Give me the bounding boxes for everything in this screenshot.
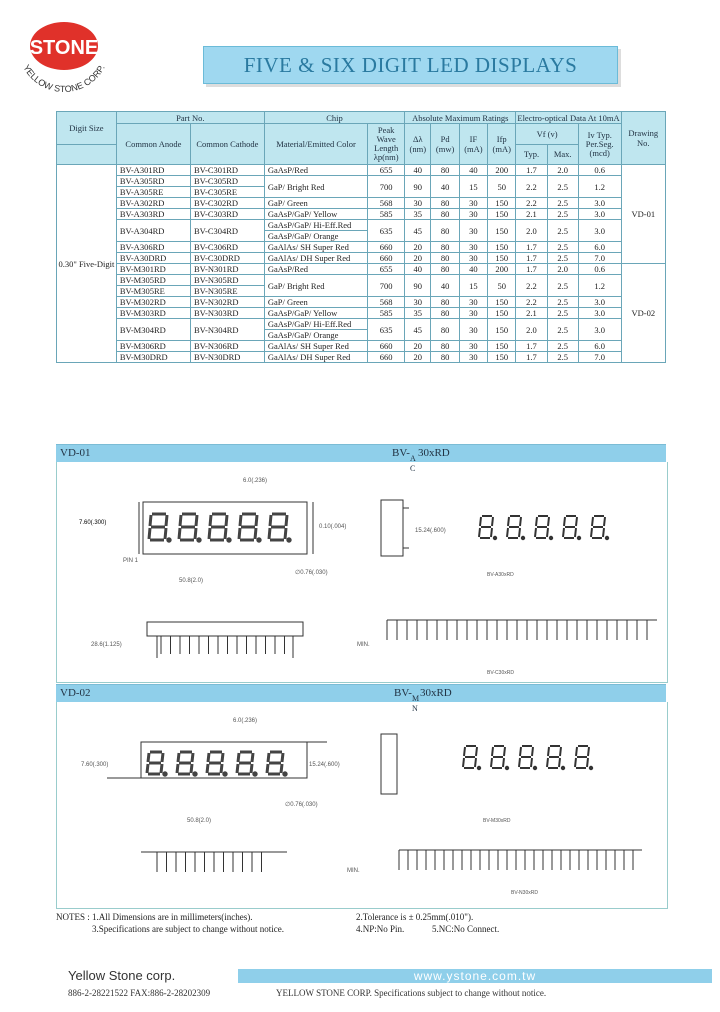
table-cell: 45 (405, 319, 431, 341)
table-cell: 568 (368, 297, 405, 308)
table-cell: BV-M30DRD (116, 352, 190, 363)
table-cell: VD-01 (621, 165, 665, 264)
table-row (57, 297, 666, 308)
segment-digit (479, 516, 493, 538)
table-cell: GaAsP/GaP/ Yellow (264, 308, 367, 319)
table-cell: 15 (459, 176, 487, 198)
table-cell: 40 (405, 165, 431, 176)
vd01-bottom-dim: 28.6(1.125) (91, 642, 122, 648)
header-iv: Iv Typ. Per.Seg. (mcd) (578, 124, 621, 165)
table-cell: 3.0 (578, 198, 621, 209)
header-typ: Typ. (516, 144, 547, 165)
header-part-no: Part No. (116, 112, 264, 124)
table-cell: 7.0 (578, 352, 621, 363)
table-cell: 2.5 (547, 341, 578, 352)
table-cell: 2.2 (516, 198, 547, 209)
table-cell: 80 (431, 242, 459, 253)
decimal-point (224, 773, 226, 775)
segment-digit (237, 752, 253, 774)
table-cell: 635 (368, 220, 405, 242)
segment-digit (563, 516, 577, 538)
footer-contact: 886-2-28221522 FAX:886-2-28202309 (68, 988, 211, 998)
vd01-label: VD-01 (60, 447, 91, 459)
vd01-part: BV- A C 30xRD (392, 447, 450, 473)
table-cell: 20 (405, 352, 431, 363)
decimal-point (606, 537, 608, 539)
vd01-min: MIN. (357, 642, 370, 648)
page-title: FIVE & SIX DIGIT LED DISPLAYS (243, 53, 578, 77)
vd01-side-dim: 15.24(.600) (415, 528, 446, 534)
table-cell: 150 (488, 253, 516, 264)
header-drawing: Drawing No. (621, 112, 665, 165)
table-cell: 200 (488, 165, 516, 176)
table-cell: BV-N30DRD (190, 352, 264, 363)
segment-digit (267, 752, 283, 774)
table-cell: BV-C303RD (190, 209, 264, 220)
table-cell: 660 (368, 341, 405, 352)
notes-prefix: NOTES : (56, 912, 90, 922)
table-cell: BV-C302RD (190, 198, 264, 209)
table-cell: 1.2 (578, 275, 621, 297)
table-cell: 2.0 (547, 264, 578, 275)
header-abs-max: Absolute Maximum Ratings (405, 112, 516, 124)
segment-digit (547, 746, 561, 768)
table-cell: 30 (459, 319, 487, 341)
vd02-dim-height: 7.60(.300) (81, 762, 109, 768)
table-cell: 585 (368, 308, 405, 319)
vd01-dim-seg: 0.10(.004) (319, 524, 347, 530)
header-max: Max. (547, 144, 578, 165)
vd01-schematic-digits (479, 516, 608, 539)
decimal-point (168, 539, 170, 541)
table-cell: VD-02 (621, 264, 665, 363)
table-row (57, 275, 666, 286)
table-cell: BV-N306RD (190, 341, 264, 352)
note-4: 4.NP:No Pin. (356, 924, 405, 934)
table-row (57, 264, 666, 275)
table-cell: 80 (431, 352, 459, 363)
table-cell: 1.7 (516, 253, 547, 264)
footer-url[interactable]: www.ystone.com.tw (413, 969, 537, 983)
table-cell: 655 (368, 165, 405, 176)
vd01-dp-dim: ∅0.76(.030) (295, 570, 328, 576)
header-vf: Vf (v) (516, 124, 578, 145)
table-cell: 3.0 (578, 319, 621, 341)
vd02-front-digits (147, 752, 286, 775)
table-cell: 80 (431, 308, 459, 319)
table-cell: 80 (431, 253, 459, 264)
segment-digit (269, 514, 287, 540)
vd01-pins (161, 636, 285, 654)
note-2: 2.Tolerance is ± 0.25mm(.010"). (356, 912, 474, 922)
table-cell: BV-A305RD (116, 176, 190, 187)
header-material: Material/Emitted Color (264, 124, 367, 165)
table-cell: 6.0 (578, 341, 621, 352)
segment-digit (491, 746, 505, 768)
table-cell: BV-M304RD (116, 319, 190, 341)
logo-brand: STONE (29, 37, 99, 59)
table-cell: GaP/ Green (264, 297, 367, 308)
table-cell: 150 (488, 242, 516, 253)
table-cell: 90 (405, 176, 431, 198)
table-cell: 2.1 (516, 209, 547, 220)
table-cell: BV-M305RD (116, 275, 190, 286)
table-row (57, 220, 666, 242)
segment-digit (209, 514, 227, 540)
header-chip: Chip (264, 112, 404, 124)
table-cell: 2.5 (547, 319, 578, 341)
table-row (57, 341, 666, 352)
table-cell: BV-M301RD (116, 264, 190, 275)
decimal-point (578, 537, 580, 539)
table-cell: 40 (405, 264, 431, 275)
vd02-side-dim: 15.24(.600) (309, 762, 340, 768)
table-cell: BV-M303RD (116, 308, 190, 319)
table-cell: 2.5 (547, 275, 578, 297)
table-cell: 1.7 (516, 264, 547, 275)
table-cell: GaAlAs/ SH Super Red (264, 341, 367, 352)
table-cell: 568 (368, 198, 405, 209)
decimal-point (522, 537, 524, 539)
table-cell: 30 (459, 297, 487, 308)
table-cell: 40 (459, 165, 487, 176)
table-row (57, 253, 666, 264)
table-cell: BV-N305RE (190, 286, 264, 297)
decimal-point (284, 773, 286, 775)
table-cell: 2.2 (516, 297, 547, 308)
table-cell: 1.2 (578, 176, 621, 198)
table-row (57, 176, 666, 187)
header-digit-size: Digit Size (57, 112, 117, 145)
table-cell: 2.5 (547, 242, 578, 253)
header-delta: Δλ (nm) (405, 124, 431, 165)
table-cell: 80 (431, 165, 459, 176)
note-3: 3.Specifications are subject to change without notice. (92, 924, 284, 934)
table-cell: 35 (405, 308, 431, 319)
table-cell: 2.5 (547, 176, 578, 198)
table-cell: 1.7 (516, 352, 547, 363)
note-5: 5.NC:No Connect. (432, 924, 500, 934)
table-row (57, 198, 666, 209)
table-row (57, 352, 666, 363)
vd01-fig2: BV-C30xRD (487, 670, 514, 676)
table-cell: 30 (459, 198, 487, 209)
table-cell: GaAsP/GaP/ Yellow (264, 209, 367, 220)
vd01-dim-pitch: 6.0(.236) (243, 478, 268, 484)
decimal-point (164, 773, 166, 775)
table-cell: BV-A304RD (116, 220, 190, 242)
decimal-point (506, 767, 508, 769)
decimal-point (228, 539, 230, 541)
table-cell: 2.0 (547, 165, 578, 176)
table-cell: 660 (368, 253, 405, 264)
table-cell: BV-M305RE (116, 286, 190, 297)
table-cell: 90 (405, 275, 431, 297)
table-row (57, 242, 666, 253)
table-cell: BV-C306RD (190, 242, 264, 253)
table-cell: 1.7 (516, 242, 547, 253)
table-cell: GaP/ Bright Red (264, 176, 367, 198)
table-cell: BV-N303RD (190, 308, 264, 319)
table-cell: BV-C305RE (190, 187, 264, 198)
table-cell: 30 (459, 352, 487, 363)
table-cell: 0.6 (578, 165, 621, 176)
table-row (57, 165, 666, 176)
table-cell: BV-M302RD (116, 297, 190, 308)
table-cell: 200 (488, 264, 516, 275)
table-cell: 45 (405, 220, 431, 242)
decimal-point (254, 773, 256, 775)
table-cell: 80 (431, 319, 459, 341)
table-cell: GaP/ Green (264, 198, 367, 209)
segment-digit (147, 752, 163, 774)
decimal-point (478, 767, 480, 769)
table-cell: 660 (368, 242, 405, 253)
table-cell: 2.0 (516, 319, 547, 341)
table-cell: BV-C304RD (190, 220, 264, 242)
table-cell: 3.0 (578, 297, 621, 308)
table-cell: BV-A301RD (116, 165, 190, 176)
table-cell: 1.7 (516, 165, 547, 176)
vd01-diagram (56, 462, 668, 683)
segment-digit (179, 514, 197, 540)
vd01-dim-total: 50.8(2.0) (179, 578, 204, 584)
table-cell: 585 (368, 209, 405, 220)
table-cell: 150 (488, 308, 516, 319)
table-cell: 2.5 (547, 297, 578, 308)
header-eo: Electro-optical Data At 10mA (517, 112, 620, 123)
table-cell: BV-A305RE (116, 187, 190, 198)
table-cell: 40 (431, 275, 459, 297)
table-cell: BV-A302RD (116, 198, 190, 209)
table-cell: GaAlAs/ DH Super Red (264, 253, 367, 264)
vd01-dim-height: 7.60(.300) (79, 520, 107, 526)
vd02-min: MIN. (347, 868, 360, 874)
vd02-schematic-digits (463, 746, 592, 769)
table-cell: BV-A30DRD (116, 253, 190, 264)
table-cell: 635 (368, 319, 405, 341)
title-bar (203, 46, 618, 84)
spec-table (56, 111, 666, 363)
decimal-point (194, 773, 196, 775)
table-cell: 2.0 (516, 220, 547, 242)
segment-digit (575, 746, 589, 768)
table-cell: 15 (459, 275, 487, 297)
table-cell: 80 (431, 264, 459, 275)
header-pd: Pd (mw) (431, 124, 459, 165)
segment-digit (149, 514, 167, 540)
table-cell: 30 (459, 253, 487, 264)
segment-digit (507, 516, 521, 538)
table-cell: 40 (459, 264, 487, 275)
header-peak: Peak Wave Length λp(nm) (368, 124, 405, 165)
table-cell: 80 (431, 198, 459, 209)
table-cell: 655 (368, 264, 405, 275)
table-cell: 150 (488, 209, 516, 220)
vd01-drawing (57, 462, 667, 682)
vd02-part: BV- M N 30xRD (394, 687, 452, 713)
table-cell: 0.6 (578, 264, 621, 275)
table-cell: 150 (488, 352, 516, 363)
table-cell: 35 (405, 209, 431, 220)
footer-disclaimer: YELLOW STONE CORP. Specifications subject to change without notice. (276, 988, 547, 998)
table-cell: 2.5 (547, 198, 578, 209)
table-cell: BV-C305RD (190, 176, 264, 187)
table-cell: GaAsP/Red (264, 264, 367, 275)
table-cell: 150 (488, 198, 516, 209)
vd01-fig1: BV-A30xRD (487, 572, 514, 578)
table-cell: 50 (488, 275, 516, 297)
vd02-pins (157, 852, 262, 872)
vd02-fig2: BV-N30xRD (511, 890, 538, 896)
decimal-point (534, 767, 536, 769)
table-cell: 30 (459, 209, 487, 220)
segment-digit (591, 516, 605, 538)
decimal-point (550, 537, 552, 539)
table-row (57, 209, 666, 220)
table-cell: 150 (488, 220, 516, 242)
spec-table-body (57, 165, 666, 363)
table-cell: BV-N301RD (190, 264, 264, 275)
table-cell: 80 (431, 209, 459, 220)
header-ifp: Ifp (mA) (488, 124, 516, 165)
company-logo (4, 4, 124, 100)
table-cell: GaAsP/Red (264, 165, 367, 176)
segment-digit (463, 746, 477, 768)
table-cell: GaP/ Bright Red (264, 275, 367, 297)
table-cell: BV-N304RD (190, 319, 264, 341)
vd02-circuit (399, 850, 642, 870)
table-cell: 20 (405, 341, 431, 352)
table-cell: BV-C30DRD (190, 253, 264, 264)
header-common-anode: Common Anode (116, 124, 190, 165)
table-cell: 2.5 (547, 253, 578, 264)
vd02-dim-total: 50.8(2.0) (187, 818, 212, 824)
table-cell: 50 (488, 176, 516, 198)
footer-url-bar (238, 969, 712, 983)
footer-company: Yellow Stone corp. (68, 968, 176, 983)
table-cell: 80 (431, 297, 459, 308)
segment-digit (519, 746, 533, 768)
table-cell: 2.5 (547, 308, 578, 319)
table-cell: 30 (405, 297, 431, 308)
decimal-point (288, 539, 290, 541)
table-cell: 80 (431, 341, 459, 352)
table-cell: 2.5 (547, 209, 578, 220)
decimal-point (562, 767, 564, 769)
table-cell: 660 (368, 352, 405, 363)
table-cell: 6.0 (578, 242, 621, 253)
table-cell: 150 (488, 297, 516, 308)
spacer (57, 144, 117, 165)
table-cell: 150 (488, 319, 516, 341)
note-1: 1.All Dimensions are in millimeters(inches). (92, 912, 253, 922)
table-cell: 2.1 (516, 308, 547, 319)
vd02-drawing (57, 702, 667, 908)
table-cell: 2.2 (516, 275, 547, 297)
table-cell: GaAlAs/ DH Super Red (264, 352, 367, 363)
table-cell: 30 (459, 308, 487, 319)
decimal-point (590, 767, 592, 769)
vd02-label: VD-02 (60, 687, 91, 699)
table-cell: BV-A303RD (116, 209, 190, 220)
table-cell: 700 (368, 275, 405, 297)
vd01-banner (56, 444, 666, 473)
table-cell: GaAsP/GaP/ Hi-Eff.Red GaAsP/GaP/ Orange (264, 319, 367, 341)
table-cell: 40 (431, 176, 459, 198)
vd02-diagram (56, 702, 668, 909)
table-cell: 80 (431, 220, 459, 242)
table-cell: 30 (459, 220, 487, 242)
table-cell: 0.30" Five-Digit (57, 165, 117, 363)
table-cell: 3.0 (578, 209, 621, 220)
table-cell: 2.5 (547, 352, 578, 363)
table-cell: 20 (405, 253, 431, 264)
vd01-front-digits (149, 514, 290, 541)
vd02-banner (56, 684, 666, 713)
table-cell: BV-C301RD (190, 165, 264, 176)
table-cell: 1.7 (516, 341, 547, 352)
vd02-dim-pitch: 6.0(.236) (233, 718, 258, 724)
segment-digit (177, 752, 193, 774)
segment-digit (239, 514, 257, 540)
table-cell: 30 (459, 341, 487, 352)
table-cell: BV-M306RD (116, 341, 190, 352)
decimal-point (258, 539, 260, 541)
decimal-point (198, 539, 200, 541)
table-cell: 2.5 (547, 220, 578, 242)
vd02-dp-dim: ∅0.76(.030) (285, 802, 318, 808)
table-cell: 150 (488, 341, 516, 352)
table-cell: BV-N305RD (190, 275, 264, 286)
table-cell: 7.0 (578, 253, 621, 264)
table-cell: GaAlAs/ SH Super Red (264, 242, 367, 253)
header-if: IF (mA) (459, 124, 487, 165)
table-cell: GaAsP/GaP/ Hi-Eff.Red GaAsP/GaP/ Orange (264, 220, 367, 242)
table-cell: 2.2 (516, 176, 547, 198)
vd01-pin1: PIN 1 (123, 558, 139, 564)
table-cell: BV-N302RD (190, 297, 264, 308)
logo-ring-text: YELLOW STONE CORP. (21, 62, 107, 95)
table-cell: 30 (459, 242, 487, 253)
segment-digit (207, 752, 223, 774)
table-cell: 3.0 (578, 308, 621, 319)
table-row (57, 308, 666, 319)
table-cell: 3.0 (578, 220, 621, 242)
table-cell: BV-A306RD (116, 242, 190, 253)
table-cell: 20 (405, 242, 431, 253)
header-common-cathode: Common Cathode (190, 124, 264, 165)
table-cell: 30 (405, 198, 431, 209)
table-cell: 700 (368, 176, 405, 198)
vd02-fig1: BV-M30xRD (483, 818, 511, 824)
decimal-point (494, 537, 496, 539)
table-row (57, 319, 666, 341)
segment-digit (535, 516, 549, 538)
vd01-circuit (387, 620, 657, 640)
